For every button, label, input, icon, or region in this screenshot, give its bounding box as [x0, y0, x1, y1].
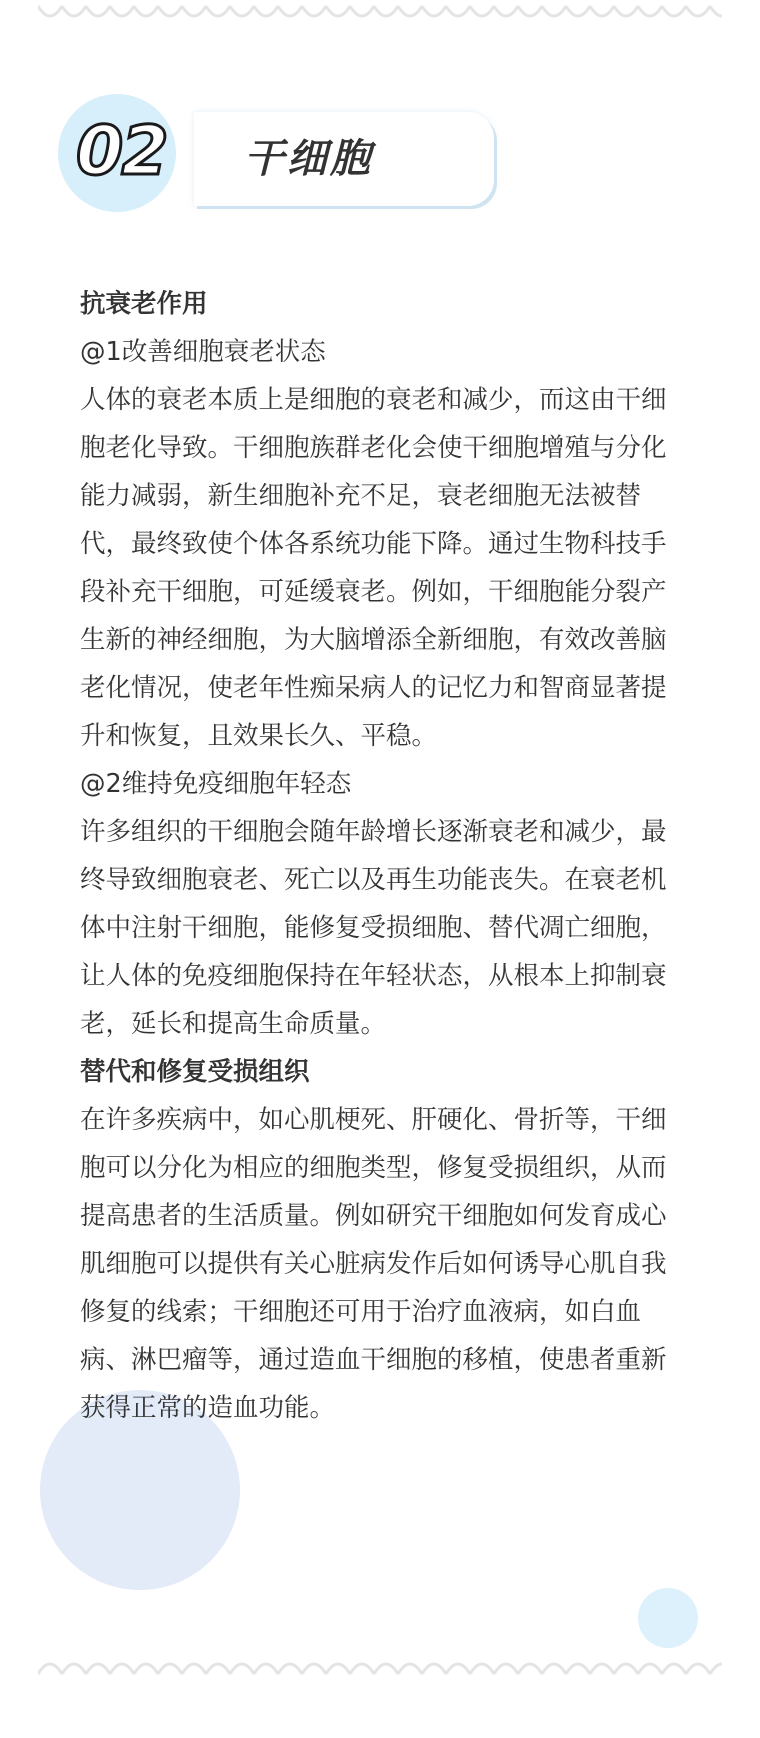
paragraph-cell-aging: 人体的衰老本质上是细胞的衰老和减少，而这由干细胞老化导致。干细胞族群老化会使干细胞增殖与分化能力减弱，新生细胞补充不足，衰老细胞无法被替代，最终致使个体各系统功能下降。通过生物科技手段补充干细胞，可延缓衰老。例如，干细胞能分裂产生新的神经细胞，为大脑增添全新细胞，有效改善脑老化情况，使老年性痴呆病人的记忆力和智商显著提升和恢复，且效果长久、平稳。 [80, 385, 667, 751]
paragraph-immune-cells: 许多组织的干细胞会随年龄增长逐渐衰老和减少，最终导致细胞衰老、死亡以及再生功能丧失。在衰老机体中注射干细胞，能修复受损细胞、替代凋亡细胞，让人体的免疫细胞保持在年轻状态，从根本上抑制衰老，延长和提高生命质量。 [80, 817, 667, 1039]
section-number: 02 [76, 112, 167, 191]
paragraph-tissue-repair: 在许多疾病中，如心肌梗死、肝硬化、骨折等，干细胞可以分化为相应的细胞类型，修复受损组织，从而提高患者的生活质量。例如研究干细胞如何发育成心肌细胞可以提供有关心脏病发作后如何诱导心肌自我修复的线索；干细胞还可用于治疗血液病，如白血病、淋巴瘤等，通过造血干细胞的移植，使患者重新获得正常的造血功能。 [80, 1105, 667, 1423]
scalloped-top-border [38, 0, 722, 22]
decorative-circle-small [638, 1588, 698, 1648]
article-body [80, 280, 690, 1432]
heading-tissue-repair: 替代和修复受损组织 [80, 1057, 310, 1087]
scalloped-bottom-border [38, 1658, 722, 1680]
heading-anti-aging: 抗衰老作用 [80, 289, 208, 319]
subheading-cell-aging: @1改善细胞衰老状态 [80, 337, 326, 367]
subheading-immune-cells: @2维持免疫细胞年轻态 [80, 769, 352, 799]
section-title: 干细胞 [244, 136, 373, 182]
section-title-box [194, 112, 494, 206]
section-header [58, 92, 508, 222]
